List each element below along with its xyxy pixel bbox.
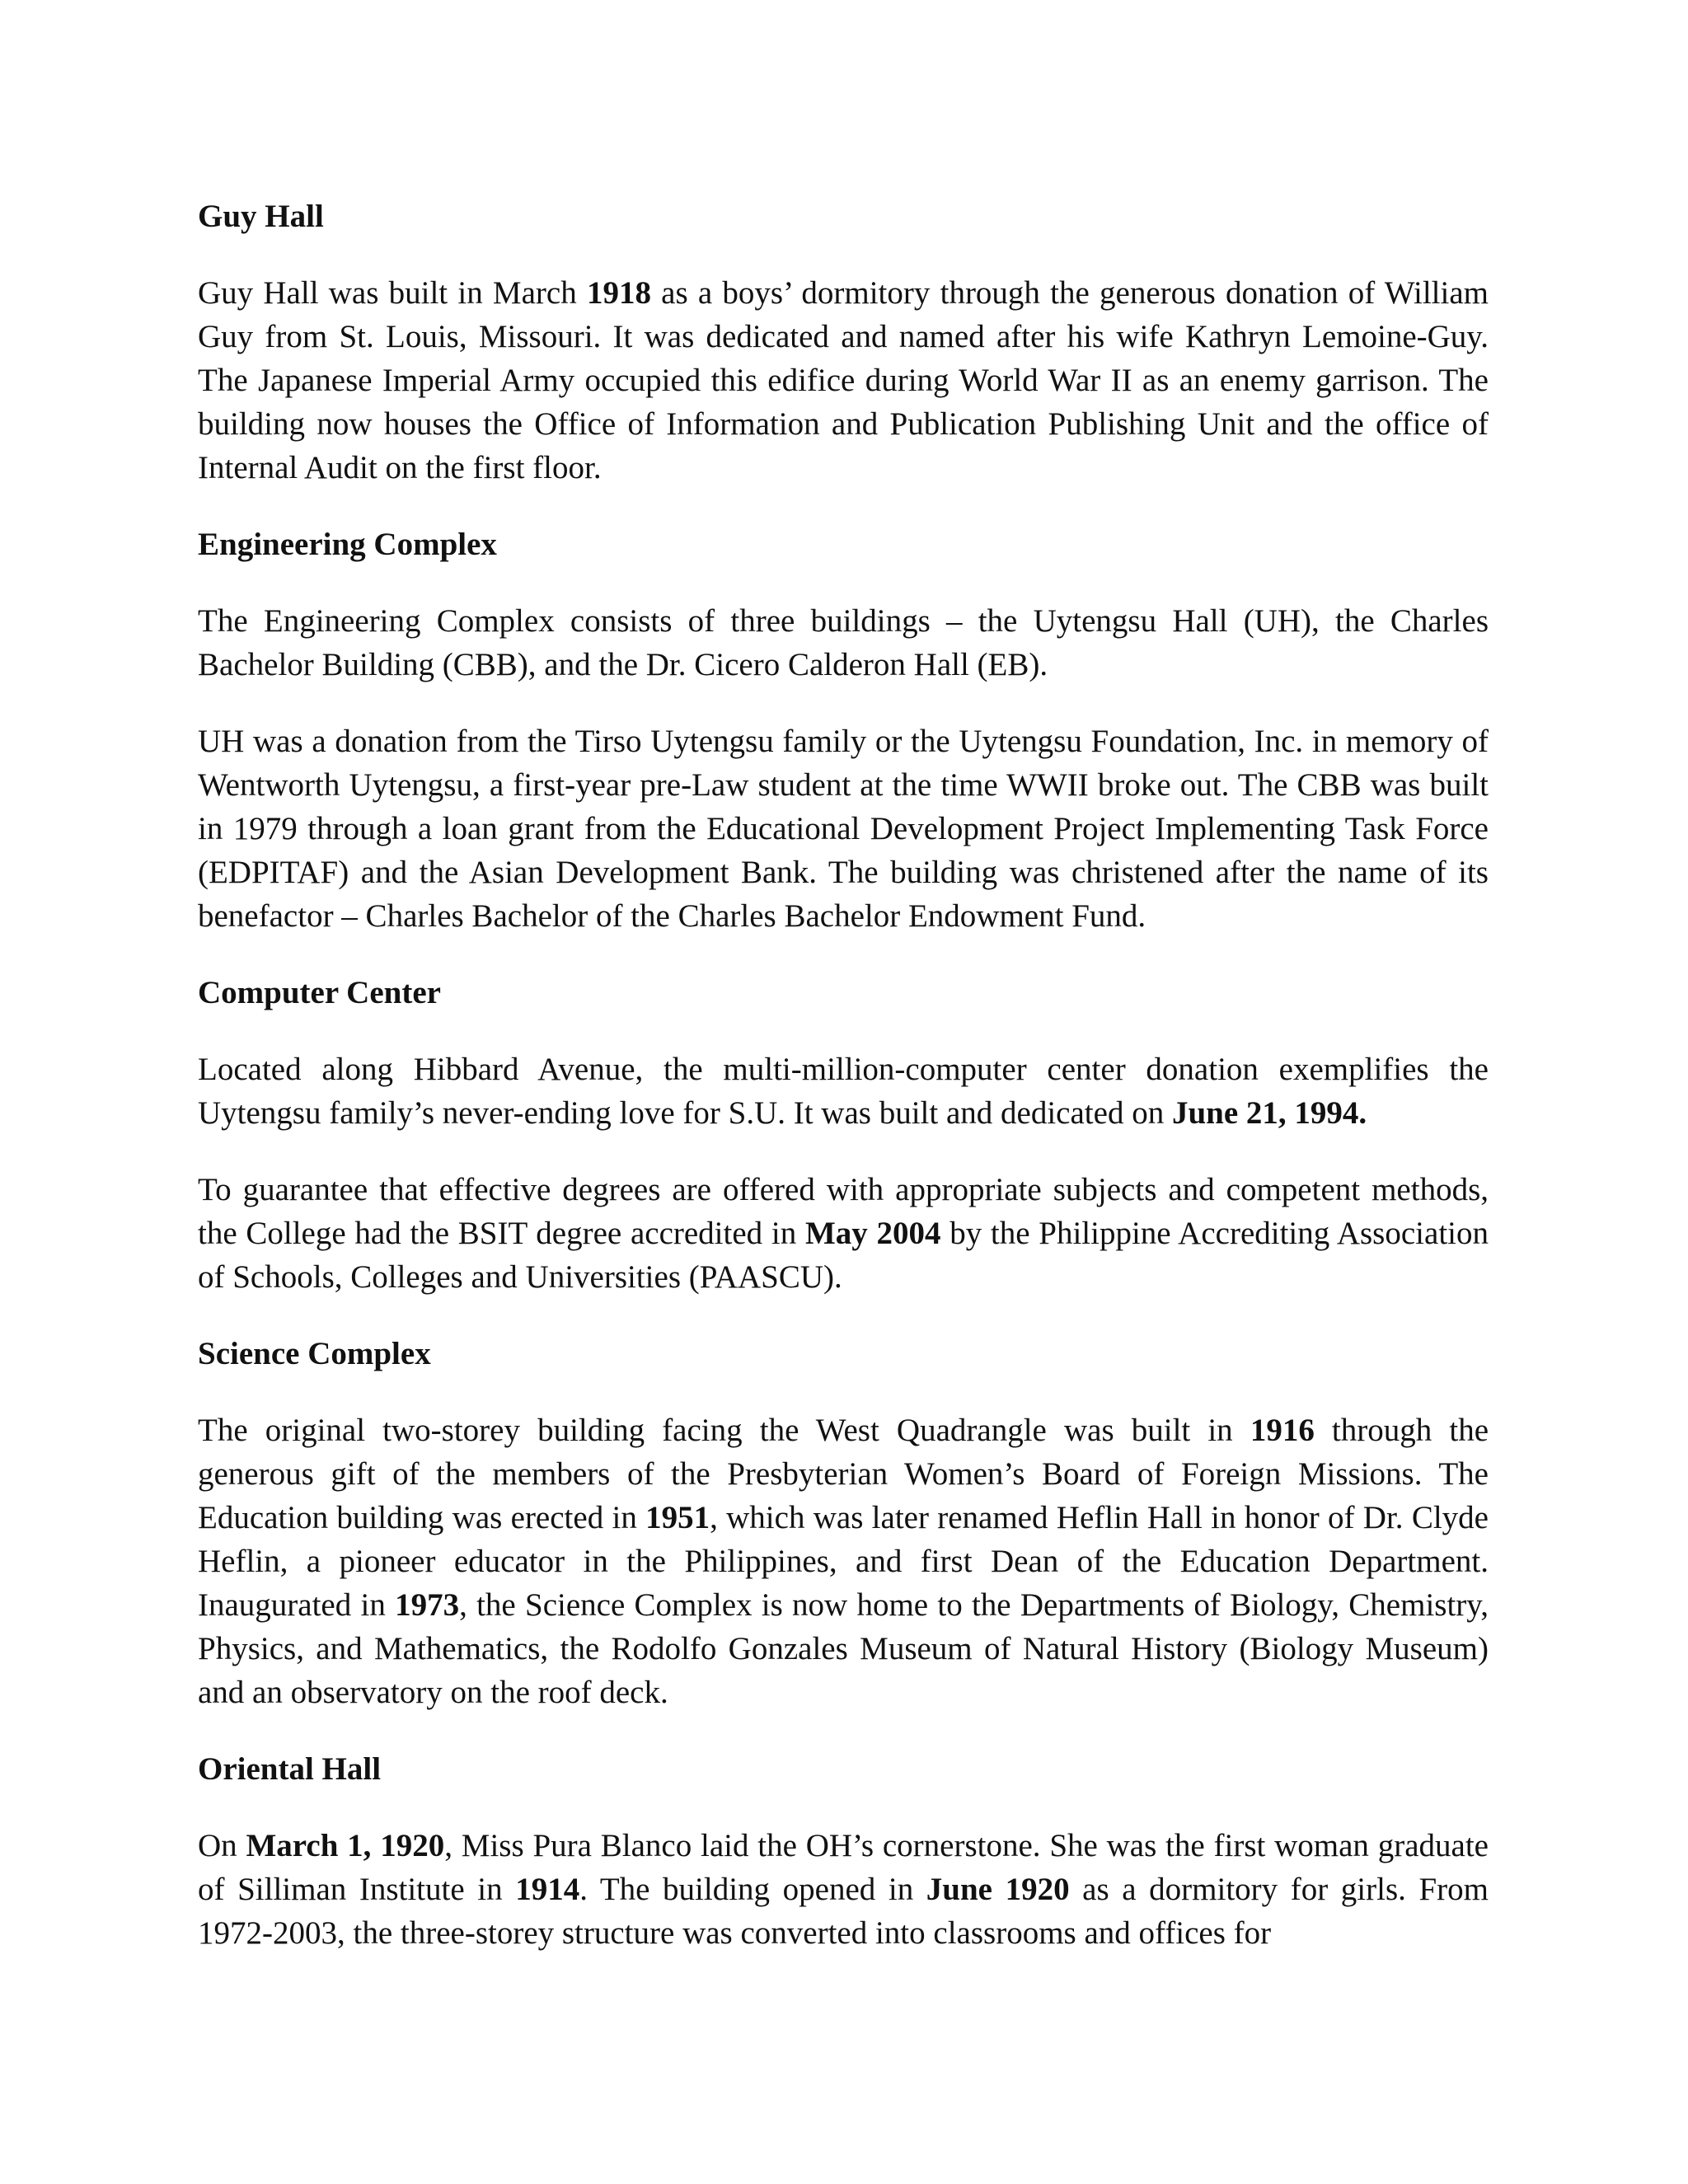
text-run: . The building opened in — [579, 1872, 926, 1907]
bold-year: 1918 — [586, 275, 651, 311]
paragraph-computer-center-1 — [198, 1047, 1489, 1135]
text-run: as a dormitory for girls. From 1972-2003, the three-storey structure was converted into classrooms and offices for — [198, 1872, 1489, 1951]
bold-date: March 1, 1920 — [246, 1828, 445, 1863]
section-heading-guy-hall: Guy Hall — [198, 199, 324, 234]
bold-year: 1914 — [515, 1872, 580, 1907]
section-heading-oriental: Oriental Hall — [198, 1751, 382, 1787]
text-run: as a boys’ dormitory through the generous donation of William Guy from St. Louis, Missouri. It was dedicated and named after his wife Kathryn Lemoine-Guy. The Japanese Imperial Army occupied this edifice during World War II as an enemy garrison. The building now houses the Office of Information and Publication Publishing Unit and the office of Internal Audit on the first floor. — [198, 275, 1489, 485]
document-body — [198, 194, 1489, 1955]
bold-year: 1973 — [395, 1587, 460, 1623]
text-run: , which was later renamed Heflin Hall in honor of Dr. Clyde Heflin, a pioneer educator in the Philippines, and first Dean of the Education Department. Inaugurated in — [198, 1500, 1489, 1623]
text-run: , the Science Complex is now home to the Departments of Biology, Chemistry, Physics, and Mathematics, the Rodolfo Gonzales Museum of Natural History (Biology Museum) and an observatory on the roof deck. — [198, 1587, 1489, 1710]
text-run: Located along Hibbard Avenue, the multi-million-computer center donation exemplifies the Uytengsu family’s never-ending love for S.U. It was built and dedicated on — [198, 1052, 1489, 1131]
section-heading-computer-center: Computer Center — [198, 975, 441, 1010]
text-run: On — [198, 1828, 246, 1863]
text-run: by the Philippine Accrediting Association of Schools, Colleges and Universities (PAASCU). — [198, 1216, 1489, 1295]
section-heading-science: Science Complex — [198, 1336, 431, 1371]
paragraph-science — [198, 1408, 1489, 1714]
text-run: , Miss Pura Blanco laid the OH’s cornerstone. She was the first woman graduate of Silliman Institute in — [198, 1828, 1489, 1907]
bold-date: June 1920 — [926, 1872, 1070, 1907]
paragraph-engineering-1: The Engineering Complex consists of three buildings – the Uytengsu Hall (UH), the Charles Bachelor Building (CBB), and the Dr. Cicero Calderon Hall (EB). — [198, 603, 1489, 682]
bold-date: May 2004 — [804, 1216, 941, 1251]
text-run: To guarantee that effective degrees are offered with appropriate subjects and competent methods, the College had the BSIT degree accredited in — [198, 1172, 1489, 1251]
section-heading-engineering: Engineering Complex — [198, 527, 497, 562]
paragraph-engineering-2: UH was a donation from the Tirso Uytengsu family or the Uytengsu Foundation, Inc. in memory of Wentworth Uytengsu, a first-year pre-Law student at the time WWII broke out. The CBB was built in 1979 through a loan grant from the Educational Development Project Implementing Task Force (EDPITAF) and the Asian Development Bank. The building was christened after the name of its benefactor – Charles Bachelor of the Charles Bachelor Endowment Fund. — [198, 724, 1489, 934]
paragraph-oriental — [198, 1824, 1489, 1955]
bold-year: 1951 — [645, 1500, 710, 1535]
bold-date: June 21, 1994. — [1171, 1095, 1367, 1131]
bold-year: 1916 — [1250, 1413, 1315, 1448]
paragraph-guy-hall — [198, 271, 1489, 490]
text-run: The original two-storey building facing the West Quadrangle was built in — [198, 1413, 1250, 1448]
text-run: through the generous gift of the members of the Presbyterian Women’s Board of Foreign Missions. The Education building was erected in — [198, 1413, 1489, 1535]
paragraph-computer-center-2 — [198, 1168, 1489, 1299]
text-run: Guy Hall was built in March — [198, 275, 587, 311]
